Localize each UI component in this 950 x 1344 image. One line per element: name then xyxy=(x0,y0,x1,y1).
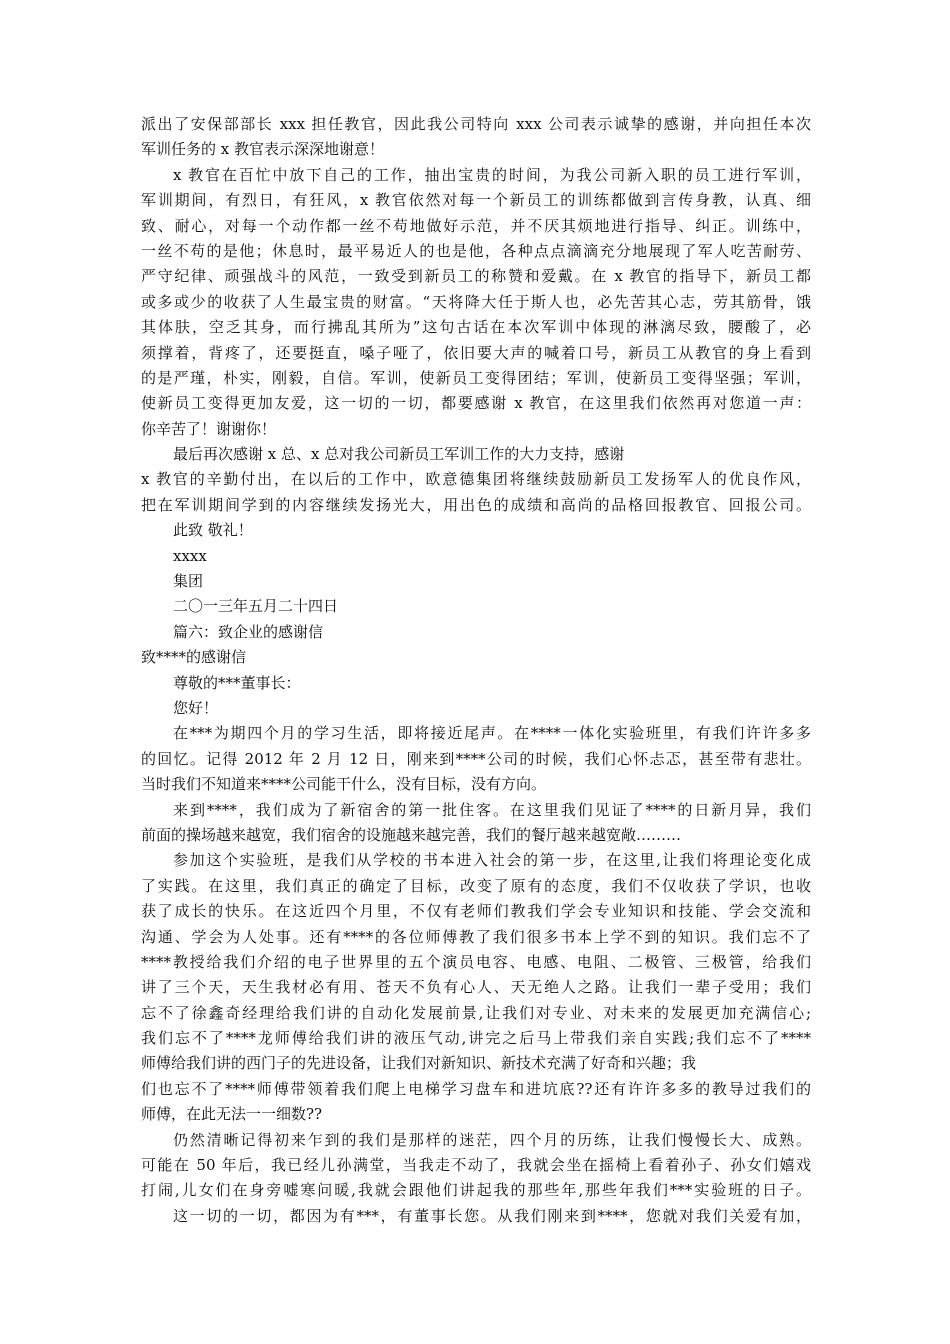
text-line: 这一切的一切，都因为有***，有董事长您。从我们刚来到****，您就对我们关爱有加， xyxy=(173,1206,811,1225)
text-line: 致****的感谢信 xyxy=(141,648,247,667)
text-line: 使新员工变得更加友爱，这一切的一切，都要感谢 x 教官，在这里我们依然再对您道一声： xyxy=(141,394,811,413)
text-line: 篇六：致企业的感谢信 xyxy=(173,622,324,641)
text-line: 在***为期四个月的学习生活，即将接近尾声。在****一体化实验班里，有我们许许多多 xyxy=(173,724,811,743)
text-line: 您好！ xyxy=(173,698,219,717)
text-line: 二〇一三年五月二十四日 xyxy=(173,597,339,616)
text-line: 师傅，在此无法一一细数?? xyxy=(141,1105,323,1124)
text-line: 最后再次感谢 x 总、x 总对我公司新员工军训工作的大力支持，感谢 xyxy=(173,445,625,464)
letter-body xyxy=(141,112,811,1229)
text-line: 前面的操场越来越宽，我们宿舍的设施越来越完善，我们的餐厅越来越宽敞……… xyxy=(141,825,682,844)
text-line: 把在军训期间学到的内容继续发扬光大，用出色的成绩和高尚的品格回报教官、回报公司。 xyxy=(141,495,811,514)
text-line: 获了成长的快乐。在这近四个月里，不仅有老师们教我们学会专业知识和技能、学会交流和 xyxy=(141,902,811,921)
text-line: x 教官的辛勤付出，在以后的工作中，欧意德集团将继续鼓励新员工发扬军人的优良作风， xyxy=(141,470,811,489)
text-line: 可能在 50 年后，我已经儿孙满堂，当我走不动了，我就会坐在摇椅上看着孙子、孙女们嬉戏 xyxy=(141,1156,811,1175)
text-line: 军训期间，有烈日，有狂风，x 教官依然对每一个新员工的训练都做到言传身教，认真、细 xyxy=(141,191,811,210)
text-line: 或多或少的收获了人生最宝贵的财富。“天将降大任于斯人也，必先苦其心志，劳其筋骨，饿 xyxy=(141,292,811,311)
text-line: 集团 xyxy=(173,572,204,591)
text-line: 你辛苦了！谢谢你！ xyxy=(141,419,277,438)
text-line: 讲了三个天，天生我材必有用、苍天不负有心人、天无绝人之路。让我们一辈子受用；我们 xyxy=(141,978,811,997)
text-line: 军训任务的 x 教官表示深深地谢意！ xyxy=(141,140,384,159)
text-line: 了实践。在这里，我们真正的确定了目标，改变了原有的态度，我们不仅收获了学识，也收 xyxy=(141,876,811,895)
text-line: ****教授给我们介绍的电子世界里的五个演员电容、电感、电阻、二极管、三极管，给我们 xyxy=(141,952,811,971)
text-line: 忘不了徐鑫奇经理给我们讲的自动化发展前景,让我们对专业、对未来的发展更加充满信心; xyxy=(141,1003,811,1022)
text-line: 派出了安保部部长 xxx 担任教官，因此我公司特向 xxx 公司表示诚挚的感谢，并向担任本次 xyxy=(141,115,811,133)
text-line: 来到****，我们成为了新宿舍的第一批住客。在这里我们见证了****的日新月异，我们 xyxy=(173,800,811,819)
text-line: 们也忘不了****师傅带领着我们爬上电梯学习盘车和进坑底??还有许许多多的教导过我们的 xyxy=(141,1079,811,1098)
text-line: 师傅给我们讲的西门子的先进设备，让我们对新知识、新技术充满了好奇和兴趣；我 xyxy=(141,1054,697,1073)
text-line: 的回忆。记得 2012 年 2 月 12 日，刚来到****公司的时候，我们心怀忐忑，甚至带有悲壮。 xyxy=(141,749,811,768)
text-line: 打闹,儿女们在身旁嘘寒问暖,我就会跟他们讲起我的那些年,那些年我们***实验班的日子。 xyxy=(141,1181,811,1200)
text-line: 其体肤，空乏其身，而行拂乱其所为”这句古话在本次军训中体现的淋漓尽致，腰酸了，必 xyxy=(141,318,811,337)
text-line: 我们忘不了****龙师傅给我们讲的液压气动,讲完之后马上带我们亲自实践;我们忘不了**** xyxy=(141,1029,811,1048)
text-line: 沟通、学会为人处事。还有****的各位师傅教了我们很多书本上学不到的知识。我们忘不了 xyxy=(141,927,811,946)
text-line: 致、耐心，对每一个动作都一丝不苟地做好示范，并不厌其烦地进行指导、纠正。训练中， xyxy=(141,216,811,235)
text-line: x 教官在百忙中放下自己的工作，抽出宝贵的时间，为我公司新入职的员工进行军训， xyxy=(173,165,811,184)
text-line: 严守纪律、顽强战斗的风范，一致受到新员工的称赞和爱戴。在 x 教官的指导下，新员工都 xyxy=(141,267,811,286)
text-line: 仍然清晰记得初来乍到的我们是那样的迷茫，四个月的历练，让我们慢慢长大、成熟。 xyxy=(173,1130,811,1149)
text-line: 当时我们不知道来****公司能干什么，没有目标，没有方向。 xyxy=(141,775,547,794)
text-line: xxxx xyxy=(173,546,207,565)
text-line: 尊敬的***董事长： xyxy=(173,673,301,692)
text-line: 参加这个实验班，是我们从学校的书本进入社会的第一步，在这里,让我们将理论变化成 xyxy=(173,851,811,870)
text-line: 须撑着，背疼了，还要挺直，嗓子哑了，依旧要大声的喊着口号，新员工从教官的身上看到 xyxy=(141,343,811,362)
text-line: 此致 敬礼！ xyxy=(173,521,253,540)
text-line: 的是严瑾，朴实，刚毅，自信。军训，使新员工变得团结；军训，使新员工变得坚强；军训， xyxy=(141,368,811,387)
text-line: 一丝不苟的是他；休息时，最平易近人的也是他，各种点点滴滴充分地展现了军人吃苦耐劳、 xyxy=(141,241,811,260)
